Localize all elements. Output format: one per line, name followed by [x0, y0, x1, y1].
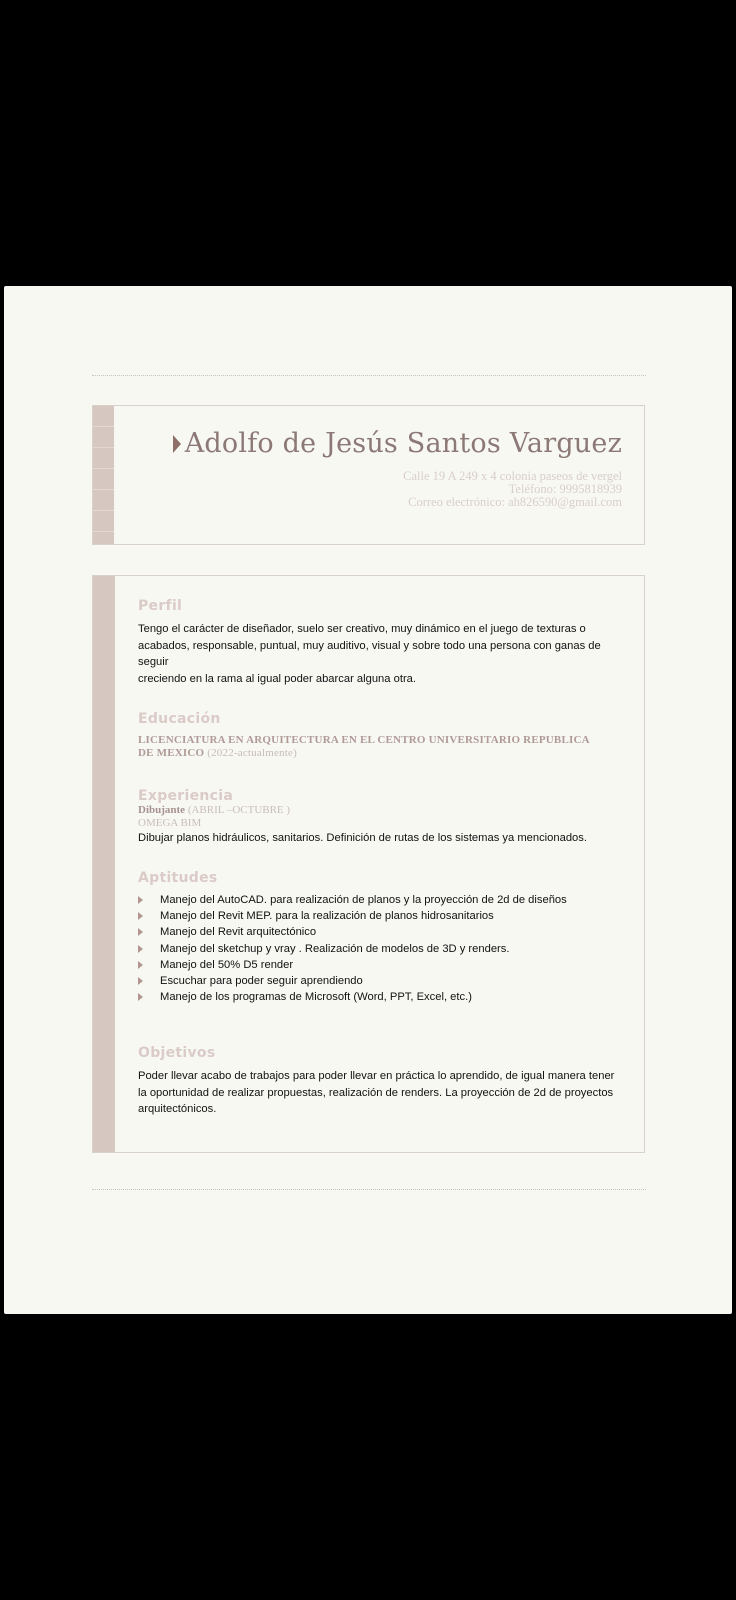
- triangle-right-icon: [138, 961, 143, 969]
- experience-role-line: [138, 804, 628, 817]
- triangle-right-icon: [138, 896, 143, 904]
- triangle-right-icon: [138, 928, 143, 936]
- objectives-line: la oportunidad de realizar propuestas, realización de renders. La proyección de 2d de proyectos: [138, 1086, 614, 1099]
- candidate-name: Adolfo de Jesús Santos Varguez: [184, 428, 622, 459]
- profile-line: acabados, responsable, puntual, muy auditivo, visual y sobre todo una persona con ganas de seguir: [138, 639, 601, 668]
- list-item: [138, 957, 628, 973]
- objectives-line: Poder llevar acabo de trabajos para poder llevar en práctica lo aprendido, de igual manera tener: [138, 1070, 615, 1082]
- header-box: [92, 405, 645, 545]
- section-title-profile: Perfil: [138, 598, 183, 614]
- objectives-line: arquitectónicos.: [138, 1103, 217, 1115]
- triangle-right-icon: [138, 977, 143, 985]
- experience-section: [138, 788, 628, 847]
- experience-description: Dibujar planos hidráulicos, sanitarios. Definición de rutas de los sistemas ya mencionados.: [138, 832, 587, 844]
- name-row: [173, 428, 622, 459]
- list-item: [138, 892, 628, 908]
- skill-text: Manejo del sketchup y vray . Realización de modelos de 3D y renders.: [160, 942, 510, 955]
- skill-text: Manejo del Revit arquitectónico: [160, 926, 317, 939]
- skill-text: Manejo del Revit MEP. para la realización de planos hidrosanitarios: [160, 910, 494, 923]
- section-title-experience: Experiencia: [138, 788, 234, 804]
- email-line: Correo electrónico: ah826590@gmail.com: [408, 495, 622, 509]
- body-accent-bar: [93, 576, 115, 1152]
- education-degree-line-2: [138, 747, 628, 760]
- objectives-section: [138, 1045, 628, 1118]
- skills-list: [138, 892, 628, 1005]
- skill-text: Manejo de los programas de Microsoft (Word, PPT, Excel, etc.): [160, 991, 472, 1004]
- skill-text: Manejo del AutoCAD. para realización de planos y la proyección de 2d de diseños: [160, 894, 567, 907]
- top-divider: [92, 375, 646, 376]
- experience-period: (ABRIL –OCTUBRE ): [185, 804, 291, 816]
- address-line: Calle 19 A 249 x 4 colonia paseos de vergel: [403, 469, 622, 483]
- education-institution-end: DE MEXICO: [138, 747, 205, 759]
- experience-company: OMEGA BIM: [138, 817, 202, 829]
- triangle-right-icon: [138, 993, 143, 1001]
- skill-text: Escuchar para poder seguir aprendiendo: [160, 975, 363, 988]
- list-item: [138, 941, 628, 957]
- skill-text: Manejo del 50% D5 render: [160, 958, 294, 971]
- education-degree: [138, 734, 628, 760]
- section-title-skills: Aptitudes: [138, 870, 218, 886]
- list-item: [138, 989, 628, 1005]
- profile-line: creciendo en la rama al igual poder abarcar alguna otra.: [138, 672, 416, 685]
- contact-info: [403, 470, 622, 509]
- education-section: [138, 711, 628, 760]
- education-period: (2022-actualmente): [204, 747, 297, 759]
- body-box: [92, 575, 645, 1153]
- section-title-objectives: Objetivos: [138, 1045, 216, 1061]
- list-item: [138, 924, 628, 940]
- profile-line: Tengo el carácter de diseñador, suelo ser creativo, muy dinámico en el juego de texturas o: [138, 623, 586, 635]
- education-degree-line: LICENCIATURA EN ARQUITECTURA EN EL CENTRO UNIVERSITARIO REPUBLICA: [138, 734, 590, 746]
- skills-section: [138, 870, 628, 1005]
- experience-role: Dibujante: [138, 804, 186, 816]
- triangle-right-icon: [173, 435, 181, 453]
- list-item: [138, 973, 628, 989]
- profile-section: [138, 598, 628, 687]
- bottom-divider: [92, 1189, 646, 1190]
- list-item: [138, 908, 628, 924]
- section-title-education: Educación: [138, 711, 221, 727]
- triangle-right-icon: [138, 912, 143, 920]
- header-accent-bar: [93, 406, 114, 544]
- resume-page: [4, 286, 732, 1314]
- triangle-right-icon: [138, 945, 143, 953]
- phone-line: Teléfono: 9995818939: [508, 482, 622, 496]
